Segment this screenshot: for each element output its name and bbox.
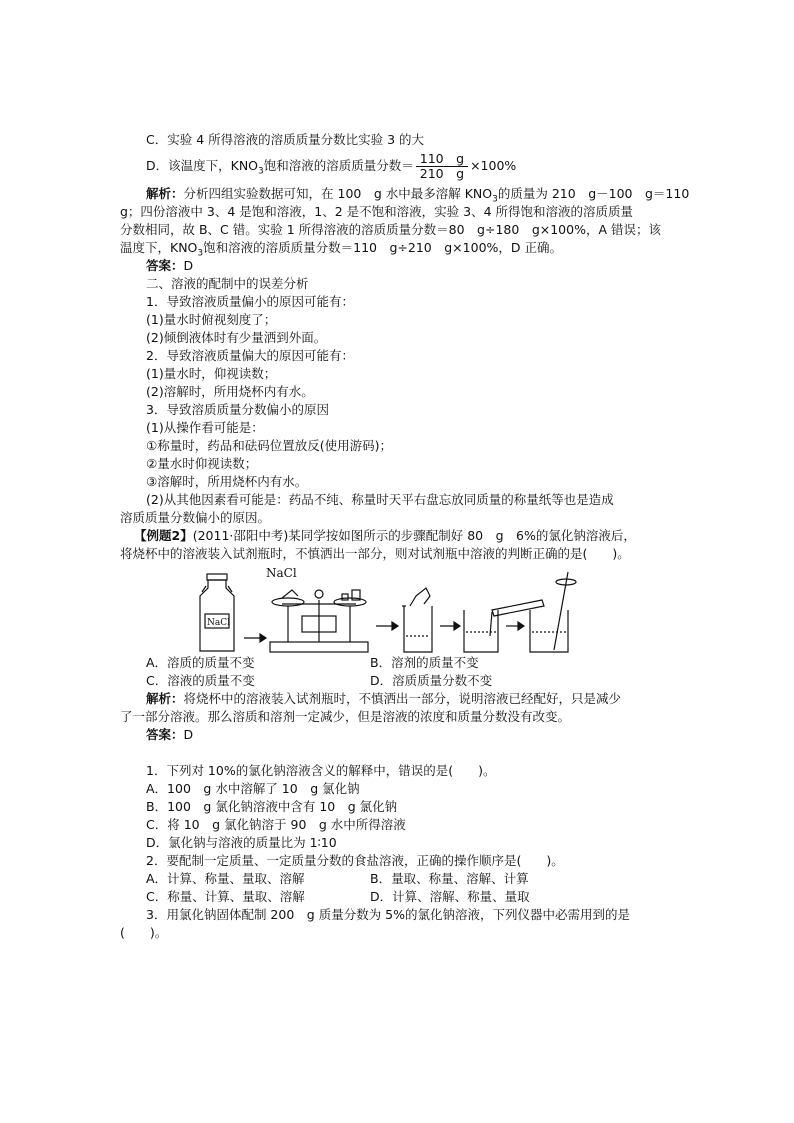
bottle-label: NaCl [207,618,231,628]
text: 饱和溶液的溶质质量分数＝110 g÷210 g×100%，D 正确。 [203,240,562,255]
analysis-line-5 [146,691,621,707]
question-2-option-d: D．计算、溶解、称量、量取 [370,889,530,904]
text: 饱和溶液的溶质质量分数＝ [263,158,414,173]
subscript: 3 [258,166,264,177]
text: (2011·邵阳中考)某同学按如图所示的步骤配制好 80 g 6%的氯化钠溶液后， [192,528,636,543]
arrow-icon [376,622,398,630]
example-line-1 [134,528,636,544]
subscript: 3 [492,194,498,205]
question-1-option-a: A．100 g 水中溶解了 10 g 氯化钠 [146,781,360,796]
text-line: ②量水时仰视读数； [146,456,258,471]
text-line: (2)倾倒液体时有少量洒到外面。 [146,330,327,345]
text-line: ③溶解时，所用烧杯内有水。 [146,474,308,489]
text-line: (2)从其他因素看可能是：药品不纯、称量时天平右盘忘放同质量的称量纸等也是造成 [146,492,614,507]
example-line-2: 将烧杯中的溶液装入试剂瓶时，不慎洒出一部分，则对试剂瓶中溶液的判断正确的是( )。 [120,546,630,561]
text-line: (1)量水时俯视刻度了； [146,312,277,327]
analysis-line-3: 分数相同，故 B、C 错。实验 1 所得溶液的溶质质量分数＝80 g÷180 g×100%，A 错误；该 [120,222,661,237]
arrow-icon [506,622,524,630]
section-heading: 二、溶液的配制中的误差分析 [146,276,309,291]
fraction [416,152,468,181]
text-line: 2．导致溶液质量偏大的原因可能有： [146,348,354,363]
nacl-label: NaCl [266,566,297,580]
text: 温度下，KNO [120,240,198,255]
text-line: (2)溶解时，所用烧杯内有水。 [146,384,314,399]
question-2-option-c: C．称量、计算、量取、溶解 [146,889,305,904]
answer-value: D [183,258,194,273]
text-line: (1)从操作看可能是： [146,420,264,435]
option-row-ab [146,655,255,671]
question-1: 1．下列对 10%的氯化钠溶液含义的解释中，错误的是( )。 [146,763,496,778]
text: 将烧杯中的溶液装入试剂瓶时，不慎洒出一部分，说明溶液已经配好，只是减少 [183,691,622,706]
text-line: (1)量水时，仰视读数； [146,366,277,381]
analysis-line-2: g；四份溶液中 3、4 是饱和溶液，1、2 是不饱和溶液，实验 3、4 所得饱和溶液的溶质质量 [120,204,634,219]
question-3: 3．用氯化钠固体配制 200 g 质量分数为 5%的氯化钠溶液，下列仪器中必需用到的是 [146,907,630,922]
text-line: 溶质质量分数偏小的原因。 [120,510,271,525]
line-option-d [146,152,516,181]
arrow-icon [244,634,266,642]
balance-icon [270,590,368,652]
fraction-numerator: 110 g [416,152,468,167]
question-1-option-d: D．氯化钠与溶液的质量比为 1∶10 [146,835,337,850]
text-line: 3．导致溶质质量分数偏小的原因 [146,402,329,417]
question-3-line-2: ( )。 [120,925,168,940]
option-c: C．溶液的质量不变 [146,673,255,688]
beaker-icon [402,588,432,652]
reagent-bottle-icon [200,574,234,651]
example-label: 【例题2】 [134,528,193,543]
text: ×100% [470,158,517,173]
analysis-label: 解析： [146,186,184,201]
question-2-option-b: B．量取、称量、溶解、计算 [370,871,529,886]
option-b: B．溶剂的质量不变 [370,655,479,670]
arrow-icon [440,622,460,630]
text-line: 1．导致溶液质量偏小的原因可能有： [146,294,354,309]
answer-label: 答案： [146,727,184,742]
answer-line-2 [146,727,193,743]
solution-prep-figure [192,566,592,656]
question-2-option-a: A．计算、称量、量取、溶解 [146,871,305,886]
analysis-line-6: 了一部分溶液。那么溶质和溶剂一定减少，但是溶液的浓度和质量分数没有改变。 [120,709,571,724]
text: D．该温度下，KNO [146,158,259,173]
text: 分析四组实验数据可知，在 100 g 水中最多溶解 KNO [183,186,493,201]
stirring-beaker-icon [530,572,576,652]
fraction-denominator: 210 g [419,166,465,181]
pouring-beaker-icon [464,600,544,652]
answer-value: D [183,727,194,742]
analysis-label: 解析： [146,691,184,706]
text: 的质量为 210 g－100 g＝110 [497,186,690,201]
text-line: ①称量时，药品和砝码位置放反(使用游码)； [146,438,392,453]
question-2: 2．要配制一定质量、一定质量分数的食盐溶液，正确的操作顺序是( )。 [146,853,564,868]
line-option-c: C．实验 4 所得溶液的溶质质量分数比实验 3 的大 [146,132,425,147]
question-1-option-b: B．100 g 氯化钠溶液中含有 10 g 氯化钠 [146,799,398,814]
answer-line [146,258,193,274]
subscript: 3 [197,248,204,259]
question-1-option-c: C．将 10 g 氯化钠溶于 90 g 水中所得溶液 [146,817,406,832]
option-d: D．溶质质量分数不变 [370,673,493,688]
option-a: A．溶质的质量不变 [146,655,255,670]
answer-label: 答案： [146,258,184,273]
